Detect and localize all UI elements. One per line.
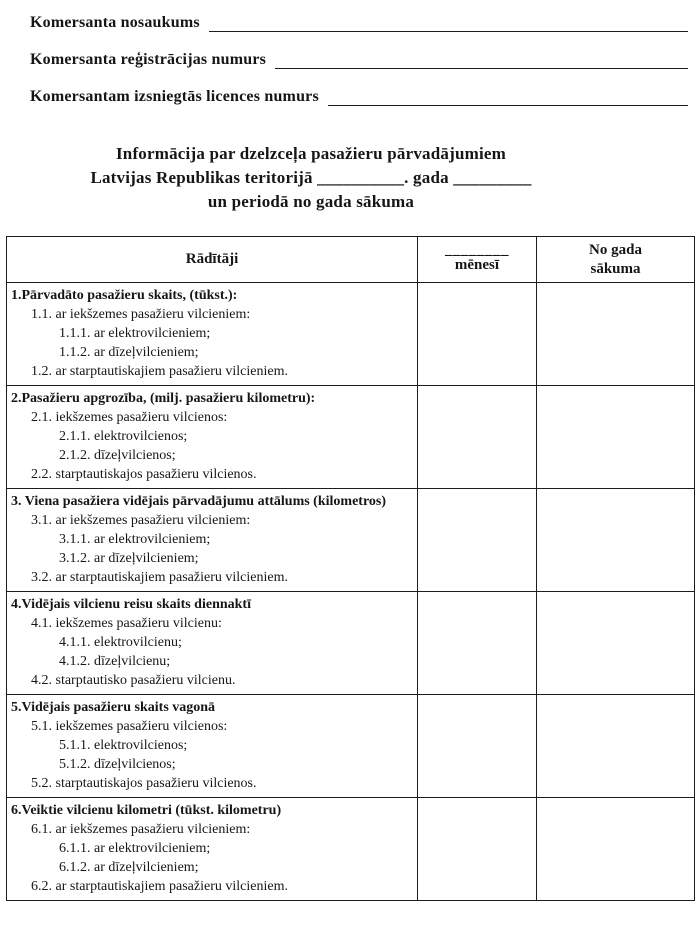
indicator-row [7,489,695,592]
indicator-item: 5.1.1. elektrovilcienos; [59,738,188,753]
indicator-group-title: 2.Pasažieru apgrozība, (milj. pasažieru kilometru): [11,391,316,406]
field-registration-number-label: Komersanta reģistrācijas numurs [30,51,267,68]
table-body [7,283,695,901]
year-value-cell [537,695,695,798]
licence-number-fill-in-line [328,84,688,106]
year-value-cell [537,798,695,901]
column-header-year-start [537,237,695,283]
indicator-item: 3.2. ar starptautiskajiem pasažieru vilcieniem. [31,570,288,585]
indicator-row [7,592,695,695]
field-licence-number [30,84,688,106]
indicator-item: 1.1.2. ar dīzeļvilcieniem; [59,345,199,360]
indicator-cell [7,283,418,386]
indicator-item: 6.1.1. ar elektrovilcieniem; [59,841,211,856]
title-line-3: un periodā no gada sākuma [207,192,415,211]
indicator-group-title: 4.Vidējais vilcienu reisu skaits diennaktī [11,597,251,612]
indicator-item: 3.1.1. ar elektrovilcieniem; [59,532,211,547]
document-title [6,142,616,214]
month-label: mēnesī [454,257,500,273]
indicator-item: 6.1. ar iekšzemes pasažieru vilcieniem: [31,822,251,837]
table-header-row [7,237,695,283]
indicator-item: 4.1.1. elektrovilcienu; [59,635,182,650]
report-table [6,236,695,901]
title-line-2: Latvijas Republikas teritorijā __________. gada _________ [90,168,532,187]
indicator-cell [7,798,418,901]
indicator-cell [7,592,418,695]
indicator-group-title: 6.Veiktie vilcienu kilometri (tūkst. kilometru) [11,803,282,818]
field-licence-number-label: Komersantam izsniegtās licences numurs [30,88,319,105]
month-value-cell [418,283,537,386]
indicator-group-title: 3. Viena pasažiera vidējais pārvadājumu attālums (kilometros) [11,494,387,509]
indicator-item: 4.1. iekšzemes pasažieru vilcienu: [31,616,222,631]
indicator-item: 2.1. iekšzemes pasažieru vilcienos: [31,410,228,425]
year-value-cell [537,489,695,592]
field-merchant-name-label: Komersanta nosaukums [30,14,200,31]
indicator-group-title: 1.Pārvadāto pasažieru skaits, (tūkst.): [11,288,238,303]
indicator-row [7,283,695,386]
indicator-item: 2.1.1. elektrovilcienos; [59,429,188,444]
indicator-item: 5.1. iekšzemes pasažieru vilcienos: [31,719,228,734]
year-start-label: No gada sākuma [589,241,642,277]
indicator-row [7,386,695,489]
indicator-item: 6.1.2. ar dīzeļvilcieniem; [59,860,199,875]
field-registration-number [30,47,688,69]
indicator-cell [7,386,418,489]
title-line-1: Informācija par dzelzceļa pasažieru pārvadājumiem [115,144,507,163]
indicator-item: 3.1. ar iekšzemes pasažieru vilcieniem: [31,513,251,528]
month-value-cell [418,798,537,901]
indicator-item: 2.2. starptautiskajos pasažieru vilcienos. [31,467,257,482]
year-value-cell [537,283,695,386]
indicator-item: 5.1.2. dīzeļvilcienos; [59,757,176,772]
indicator-item: 3.1.2. ar dīzeļvilcieniem; [59,551,199,566]
indicator-item: 1.2. ar starptautiskajiem pasažieru vilcieniem. [31,364,288,379]
indicator-item: 2.1.2. dīzeļvilcienos; [59,448,176,463]
header-fields [6,10,694,106]
month-value-cell [418,386,537,489]
indicator-item: 1.1. ar iekšzemes pasažieru vilcieniem: [31,307,251,322]
indicator-item: 4.1.2. dīzeļvilcienu; [59,654,171,669]
year-value-cell [537,592,695,695]
year-value-cell [537,386,695,489]
month-value-cell [418,489,537,592]
month-value-cell [418,592,537,695]
merchant-name-fill-in-line [209,10,688,32]
indicator-item: 4.2. starptautisko pasažieru vilcienu. [31,673,236,688]
indicator-item: 1.1.1. ar elektrovilcieniem; [59,326,211,341]
month-fill-in-blank: ________ [445,242,509,258]
indicator-group-title: 5.Vidējais pasažieru skaits vagonā [11,700,216,715]
indicator-cell [7,695,418,798]
indicator-row [7,695,695,798]
indicator-cell [7,489,418,592]
indicator-row [7,798,695,901]
indicator-item: 6.2. ar starptautiskajiem pasažieru vilcieniem. [31,879,288,894]
indicator-item: 5.2. starptautiskajos pasažieru vilcienos. [31,776,257,791]
column-header-indicators: Rādītāji [7,237,418,283]
month-value-cell [418,695,537,798]
column-header-month [418,237,537,283]
registration-number-fill-in-line [275,47,688,69]
field-merchant-name [30,10,688,32]
